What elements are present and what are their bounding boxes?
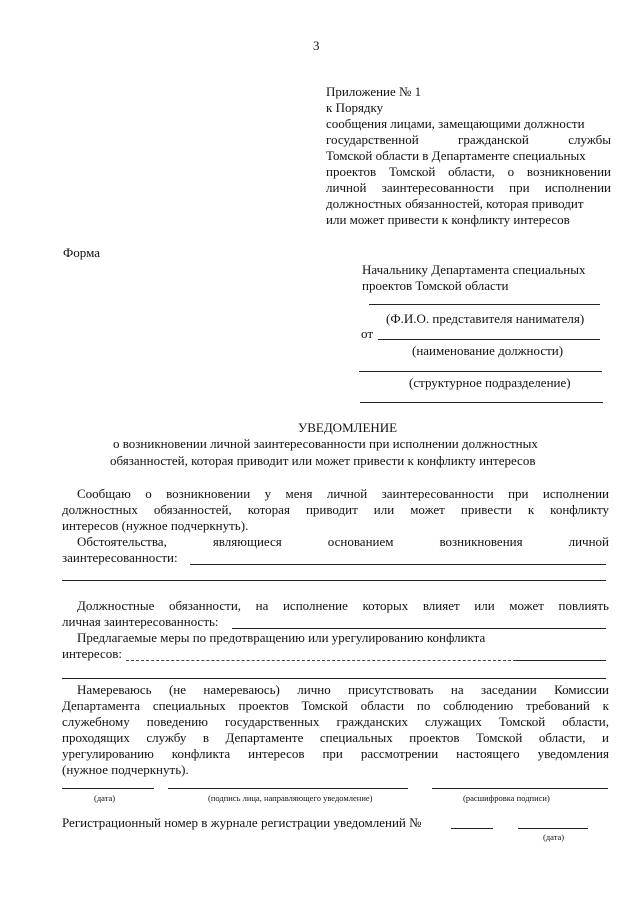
- appendix-line: к Порядку: [326, 100, 384, 115]
- registration-number-field[interactable]: [451, 828, 493, 829]
- signature-field[interactable]: [168, 788, 408, 789]
- paragraph-5-line: урегулированию конфликта интересов при рассмотрении настоящего уведомления: [62, 746, 609, 761]
- page-number: 3: [313, 38, 320, 53]
- appendix-line: личной заинтересованности при исполнении: [326, 180, 611, 195]
- position-caption: (наименование должности): [412, 343, 564, 358]
- appendix-line: проектов Томской области, о возникновении: [326, 164, 611, 179]
- measures-field-2[interactable]: [62, 678, 606, 679]
- paragraph-3-line: Должностные обязанности, на исполнение которых влияет или может повлиять: [77, 598, 609, 613]
- paragraph-3-label: личная заинтересованность:: [62, 614, 219, 629]
- registration-date-caption: (дата): [543, 832, 565, 842]
- unit-field-2[interactable]: [360, 402, 603, 403]
- appendix-line: Томской области в Департаменте специальных: [326, 148, 586, 163]
- paragraph-5-line: Намереваюсь (не намереваюсь) лично присутствовать на заседании Комиссии: [77, 682, 609, 697]
- addressee-line-2: проектов Томской области: [362, 278, 509, 293]
- measures-field-end[interactable]: [516, 660, 606, 661]
- paragraph-5-line: служебному поведению государственных гражданских служащих Томской области,: [62, 714, 609, 729]
- from-label: от: [361, 326, 374, 341]
- appendix-line: государственной гражданской службы: [326, 132, 611, 147]
- appendix-line: должностных обязанностей, которая приводит: [326, 196, 584, 211]
- circumstances-field-2[interactable]: [62, 580, 606, 581]
- paragraph-4-line: Предлагаемые меры по предотвращению или урегулированию конфликта: [77, 630, 486, 645]
- paragraph-1-line: интересов (нужное подчеркнуть).: [62, 518, 249, 533]
- paragraph-4-label: интересов:: [62, 646, 122, 661]
- decode-caption: (расшифровка подписи): [463, 793, 550, 803]
- paragraph-1-line: должностных обязанностей, которая приводит или может привести к конфликту: [62, 502, 609, 517]
- circumstances-field[interactable]: [190, 564, 606, 565]
- form-label: Форма: [63, 245, 100, 260]
- paragraph-5-line: Департамента специальных проектов Томской области по соблюдению требований к: [62, 698, 609, 713]
- unit-field[interactable]: [359, 371, 602, 372]
- paragraph-5-line: (нужное подчеркнуть).: [62, 762, 189, 777]
- signature-decode-field[interactable]: [432, 788, 608, 789]
- paragraph-2-label: заинтересованности:: [62, 550, 178, 565]
- measures-field[interactable]: [126, 660, 516, 661]
- notice-subtitle-1: о возникновении личной заинтересованности при исполнении должностных: [113, 436, 538, 451]
- from-field[interactable]: [378, 339, 600, 340]
- duties-field[interactable]: [232, 628, 606, 629]
- registration-date-field[interactable]: [518, 828, 588, 829]
- addressee-line-1: Начальнику Департамента специальных: [362, 262, 586, 277]
- date-field[interactable]: [62, 788, 154, 789]
- employer-caption: (Ф.И.О. представителя нанимателя): [386, 311, 585, 326]
- appendix-line: или может привести к конфликту интересов: [326, 212, 570, 227]
- appendix-title: Приложение № 1: [326, 84, 422, 99]
- appendix-line: сообщения лицами, замещающими должности: [326, 116, 585, 131]
- date-caption: (дата): [94, 793, 116, 803]
- notice-title: УВЕДОМЛЕНИЕ: [298, 420, 398, 435]
- registration-label: Регистрационный номер в журнале регистрации уведомлений №: [62, 815, 422, 830]
- employer-name-field[interactable]: [369, 304, 600, 305]
- unit-caption: (структурное подразделение): [409, 375, 571, 390]
- signature-caption: (подпись лица, направляющего уведомление): [208, 793, 373, 803]
- paragraph-1-line: Сообщаю о возникновении у меня личной заинтересованности при исполнении: [77, 486, 609, 501]
- paragraph-2-line: Обстоятельства, являющиеся основанием возникновения личной: [77, 534, 609, 549]
- notice-subtitle-2: обязанностей, которая приводит или может привести к конфликту интересов: [110, 453, 536, 468]
- paragraph-5-line: проходящих службу в Департаменте специальных проектов Томской области, и: [62, 730, 609, 745]
